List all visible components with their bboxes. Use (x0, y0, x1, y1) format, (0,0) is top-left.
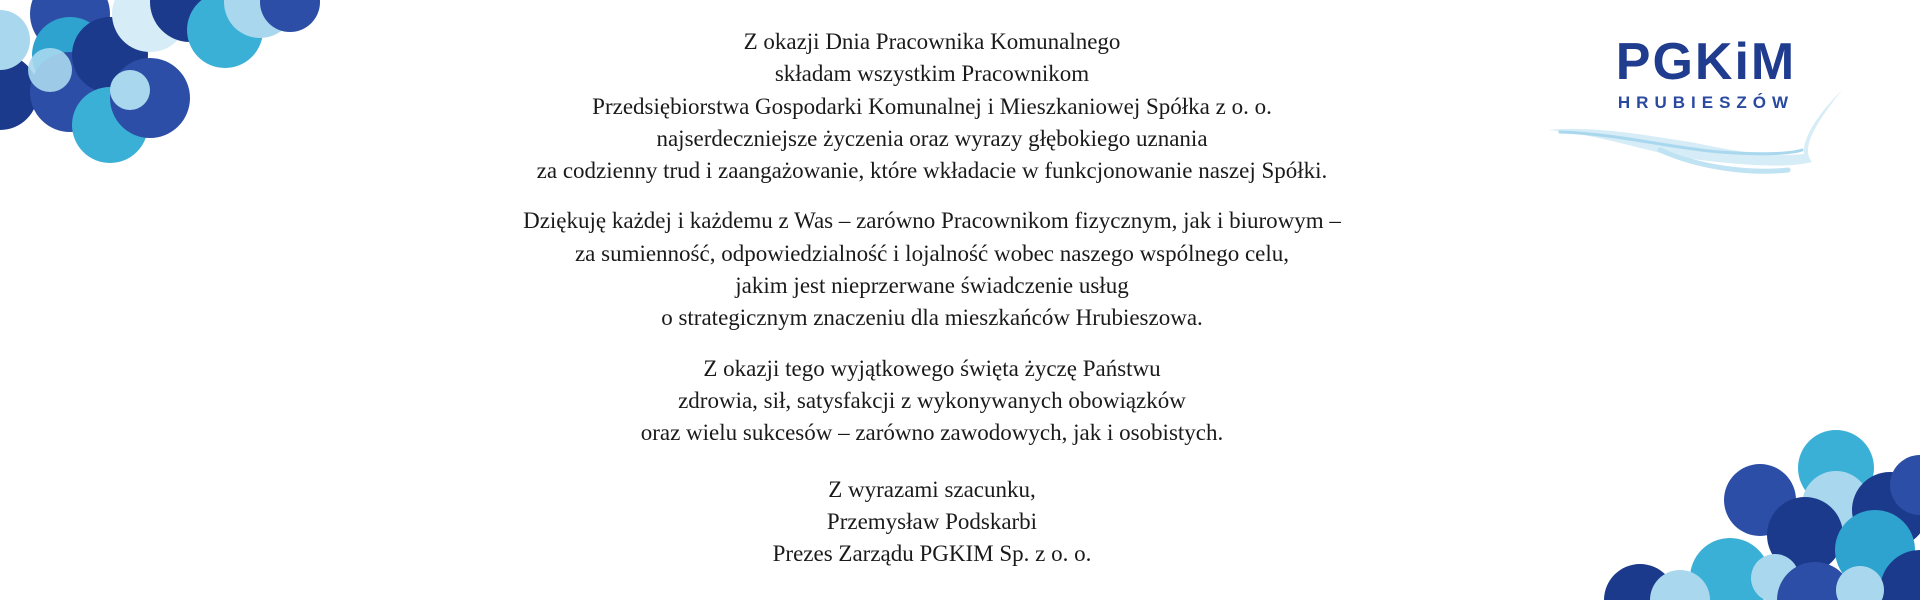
signature-block (432, 474, 1432, 571)
text-line: za codzienny trud i zaangażowanie, które wkładacie w funkcjonowanie naszej Spółki. (536, 158, 1328, 184)
text-line: Dziękuję każdej i każdemu z Was – zarówno Pracownikom fizycznym, jak i biurowym – (523, 208, 1341, 234)
text-line: najserdeczniejsze życzenia oraz wyrazy głębokiego uznania (656, 125, 1208, 151)
text-line: jakim jest nieprzerwane świadczenie usług (735, 273, 1129, 299)
signature-name: Przemysław Podskarbi (826, 508, 1038, 534)
corner-pattern-top-left (0, 0, 320, 170)
signature-closing: Z wyrazami szacunku, (828, 476, 1036, 502)
text-line: składam wszystkim Pracownikom (774, 61, 1090, 87)
paragraph-thanks (432, 205, 1432, 334)
signature-position: Prezes Zarządu PGKIM Sp. z o. o. (772, 541, 1092, 567)
text-line: za sumienność, odpowiedzialność i lojalność wobec naszego wspólnego celu, (574, 240, 1290, 266)
logo-name: PGKiM (1615, 33, 1797, 91)
paragraph-greeting (432, 26, 1432, 187)
text-line: Przedsiębiorstwa Gospodarki Komunalnej i Mieszkaniowej Spółka z o. o. (592, 93, 1272, 119)
logo-city: HRUBIESZÓW (1617, 93, 1795, 112)
corner-pattern-bottom-right (1600, 430, 1920, 600)
text-line: oraz wielu sukcesów – zarówno zawodowych, jak i osobistych. (640, 420, 1224, 446)
company-logo (1540, 30, 1860, 180)
letter-body (432, 26, 1432, 570)
text-line: o strategicznym znaczeniu dla mieszkańców Hrubieszowa. (661, 305, 1203, 331)
text-line: Z okazji Dnia Pracownika Komunalnego (743, 29, 1121, 54)
paragraph-wishes (432, 353, 1432, 450)
text-line: Z okazji tego wyjątkowego święta życzę Państwu (703, 355, 1161, 381)
text-line: zdrowia, sił, satysfakcji z wykonywanych obowiązków (678, 387, 1186, 413)
